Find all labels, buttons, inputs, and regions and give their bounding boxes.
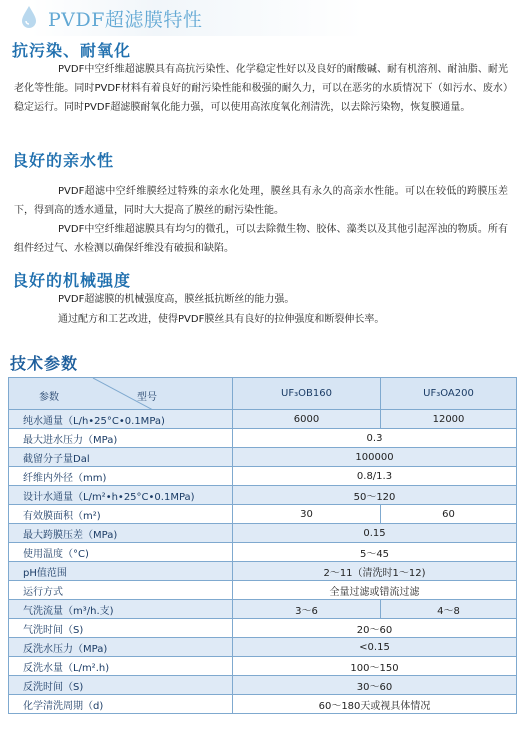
table-row <box>9 619 517 638</box>
row-label: 反洗水量（L/m².h) <box>9 657 233 676</box>
row-label: 气洗时间（S) <box>9 619 233 638</box>
table-row <box>9 695 517 714</box>
table-row <box>9 562 517 581</box>
section-heading-mechanical: 良好的机械强度 <box>12 271 132 290</box>
row-value: <0.15 <box>233 638 517 657</box>
row-value: 0.3 <box>233 429 517 448</box>
section-paragraph-hydrophilic-2: PVDF中空纤维超滤膜具有均匀的微孔，可以去除微生物、胶体、藻类以及其他引起浑浊的物质。所有组件经过气、水检测以确保纤维没有破损和缺陷。 <box>14 224 508 254</box>
row-label: 气洗流量（m³/h.支) <box>9 600 233 619</box>
table-row <box>9 467 517 486</box>
row-label: 使用温度（°C) <box>9 543 233 562</box>
table-row <box>9 429 517 448</box>
table-row <box>9 581 517 600</box>
row-value: 2～11（清洗时1～12) <box>233 562 517 581</box>
row-label: 化学清洗周期（d) <box>9 695 233 714</box>
param-header-label: 参数 <box>39 392 59 403</box>
row-label: 纤维内外径（mm) <box>9 467 233 486</box>
row-value: 5～45 <box>233 543 517 562</box>
row-label: 最大跨膜压差（MPa) <box>9 524 233 543</box>
row-value: 0.8/1.3 <box>233 467 517 486</box>
row-label: 有效膜面积（m²) <box>9 505 233 524</box>
section-paragraph-hydrophilic-1: PVDF超滤中空纤维膜经过特殊的亲水化处理，膜丝具有永久的高亲水性能。可以在较低的跨膜压差下，得到高的透水通量，同时大大提高了膜丝的耐污染性能。 <box>14 186 508 216</box>
table-row <box>9 524 517 543</box>
table-row <box>9 410 517 429</box>
section-heading-hydrophilic: 良好的亲水性 <box>12 151 115 170</box>
row-value: 全量过滤或错流过滤 <box>233 581 517 600</box>
banner-title: PVDF超滤膜特性 <box>48 9 203 31</box>
row-value: 20～60 <box>233 619 517 638</box>
row-value: 30～60 <box>233 676 517 695</box>
row-label: 运行方式 <box>9 581 233 600</box>
row-value: 3～6 <box>233 600 381 619</box>
section-heading-anti-fouling: 抗污染、耐氧化 <box>12 41 132 60</box>
row-value: 4～8 <box>381 600 517 619</box>
spec-title: 技术参数 <box>10 354 79 373</box>
model-col1-header: UF₃OB160 <box>233 378 381 410</box>
table-row <box>9 543 517 562</box>
row-value: 6000 <box>233 410 381 429</box>
row-label: 截留分子量Dal <box>9 448 233 467</box>
section-paragraph-anti-fouling: PVDF中空纤维超滤膜具有高抗污染性、化学稳定性好以及良好的耐酸碱、耐有机溶剂、耐油脂、耐光老化等性能。同时PVDF材料有着良好的耐污染性能和极强的耐久力，可以在恶劣的水质情况下（如污水、废水）稳定运行。同时PVDF超滤膜耐氧化能力强，可以使用高浓度氧化剂清洗，以去除污染物，恢复膜通量。 <box>14 64 508 113</box>
row-label: 最大进水压力（MPa) <box>9 429 233 448</box>
table-row <box>9 676 517 695</box>
row-value: 0.15 <box>233 524 517 543</box>
row-value: 100000 <box>233 448 517 467</box>
table-header-row <box>9 378 517 410</box>
banner <box>0 0 519 36</box>
param-model-header <box>9 378 233 410</box>
table-row <box>9 600 517 619</box>
row-value: 100～150 <box>233 657 517 676</box>
spec-table <box>8 377 517 714</box>
row-value: 30 <box>233 505 381 524</box>
row-label: 纯水通量（L/h•25°C•0.1MPa) <box>9 410 233 429</box>
water-splash-icon <box>16 4 42 30</box>
section-line-mechanical-1: PVDF超滤膜的机械强度高，膜丝抵抗断丝的能力强。 <box>58 294 295 305</box>
row-value: 60～180天或视具体情况 <box>233 695 517 714</box>
table-row <box>9 638 517 657</box>
table-row <box>9 448 517 467</box>
row-value: 60 <box>381 505 517 524</box>
table-row <box>9 657 517 676</box>
row-value: 50～120 <box>233 486 517 505</box>
row-label: pH值范围 <box>9 562 233 581</box>
model-col2-header: UF₃OA200 <box>381 378 517 410</box>
row-label: 反洗水压力（MPa) <box>9 638 233 657</box>
model-header-label: 型号 <box>137 392 157 403</box>
row-label: 设计水通量（L/m²•h•25°C•0.1MPa) <box>9 486 233 505</box>
row-value: 12000 <box>381 410 517 429</box>
section-line-mechanical-2: 通过配方和工艺改进，使得PVDF膜丝具有良好的拉伸强度和断裂伸长率。 <box>58 314 385 325</box>
table-row <box>9 486 517 505</box>
table-row <box>9 505 517 524</box>
row-label: 反洗时间（S) <box>9 676 233 695</box>
